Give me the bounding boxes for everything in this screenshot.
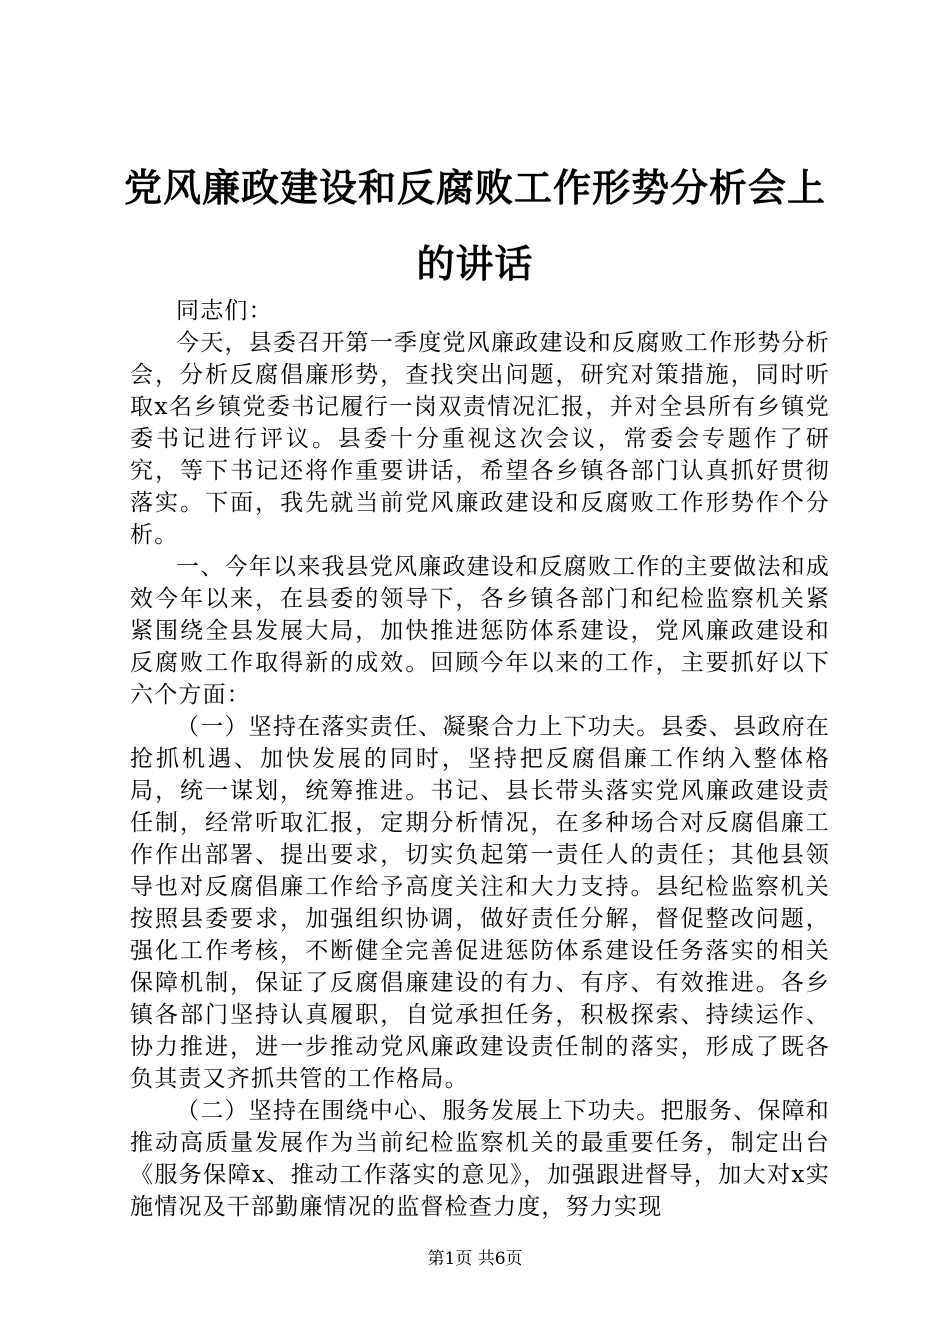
greeting: 同志们：	[176, 298, 273, 324]
document-title: 党风廉政建设和反腐败工作形势分析会上的讲话	[123, 165, 826, 286]
page-footer: 第1页 共6页	[427, 1249, 523, 1269]
document-body	[130, 295, 830, 1223]
paragraph-subsection-1: （一）坚持在落实责任、凝聚合力上下功夫。县委、县政府在抢抓机遇、加快发展的同时，坚持把反腐倡廉工作纳入整体格局，统一谋划，统筹推进。书记、县长带头落实党风廉政建设责任制，经常听取汇报，定期分析情况，在多种场合对反腐倡廉工作作出部署、提出要求，切实负起第一责任人的责任；其他县领导也对反腐倡廉工作给予高度关注和大力支持。县纪检监察机关按照县委要求，加强组织协调，做好责任分解，督促整改问题，强化工作考核，不断健全完善促进惩防体系建设任务落实的相关保障机制，保证了反腐倡廉建设的有力、有序、有效推进。各乡镇各部门坚持认真履职，自觉承担任务，积极探索、持续运作、协力推进，进一步推动党风廉政建设责任制的落实，形成了既各负其责又齐抓共管的工作格局。	[130, 714, 830, 1092]
paragraph-section-1: 一、今年以来我县党风廉政建设和反腐败工作的主要做法和成效今年以来，在县委的领导下，各乡镇各部门和纪检监察机关紧紧围绕全县发展大局，加快推进惩防体系建设，党风廉政建设和反腐败工作取得新的成效。回顾今年以来的工作，主要抓好以下六个方面：	[130, 554, 830, 708]
paragraph-intro: 今天，县委召开第一季度党风廉政建设和反腐败工作形势分析会，分析反腐倡廉形势，查找突出问题，研究对策措施，同时听取x名乡镇党委书记履行一岗双责情况汇报，并对全县所有乡镇党委书记进行评议。县委十分重视这次会议，常委会专题作了研究，等下书记还将作重要讲话，希望各乡镇各部门认真抓好贯彻落实。下面，我先就当前党风廉政建设和反腐败工作形势作个分析。	[130, 330, 830, 548]
paragraph-subsection-2: （二）坚持在围绕中心、服务发展上下功夫。把服务、保障和推动高质量发展作为当前纪检监察机关的最重要任务，制定出台《服务保障x、推动工作落实的意见》，加强跟进督导，加大对x实施情况及干部勤廉情况的监督检查力度，努力实现	[130, 1098, 830, 1220]
